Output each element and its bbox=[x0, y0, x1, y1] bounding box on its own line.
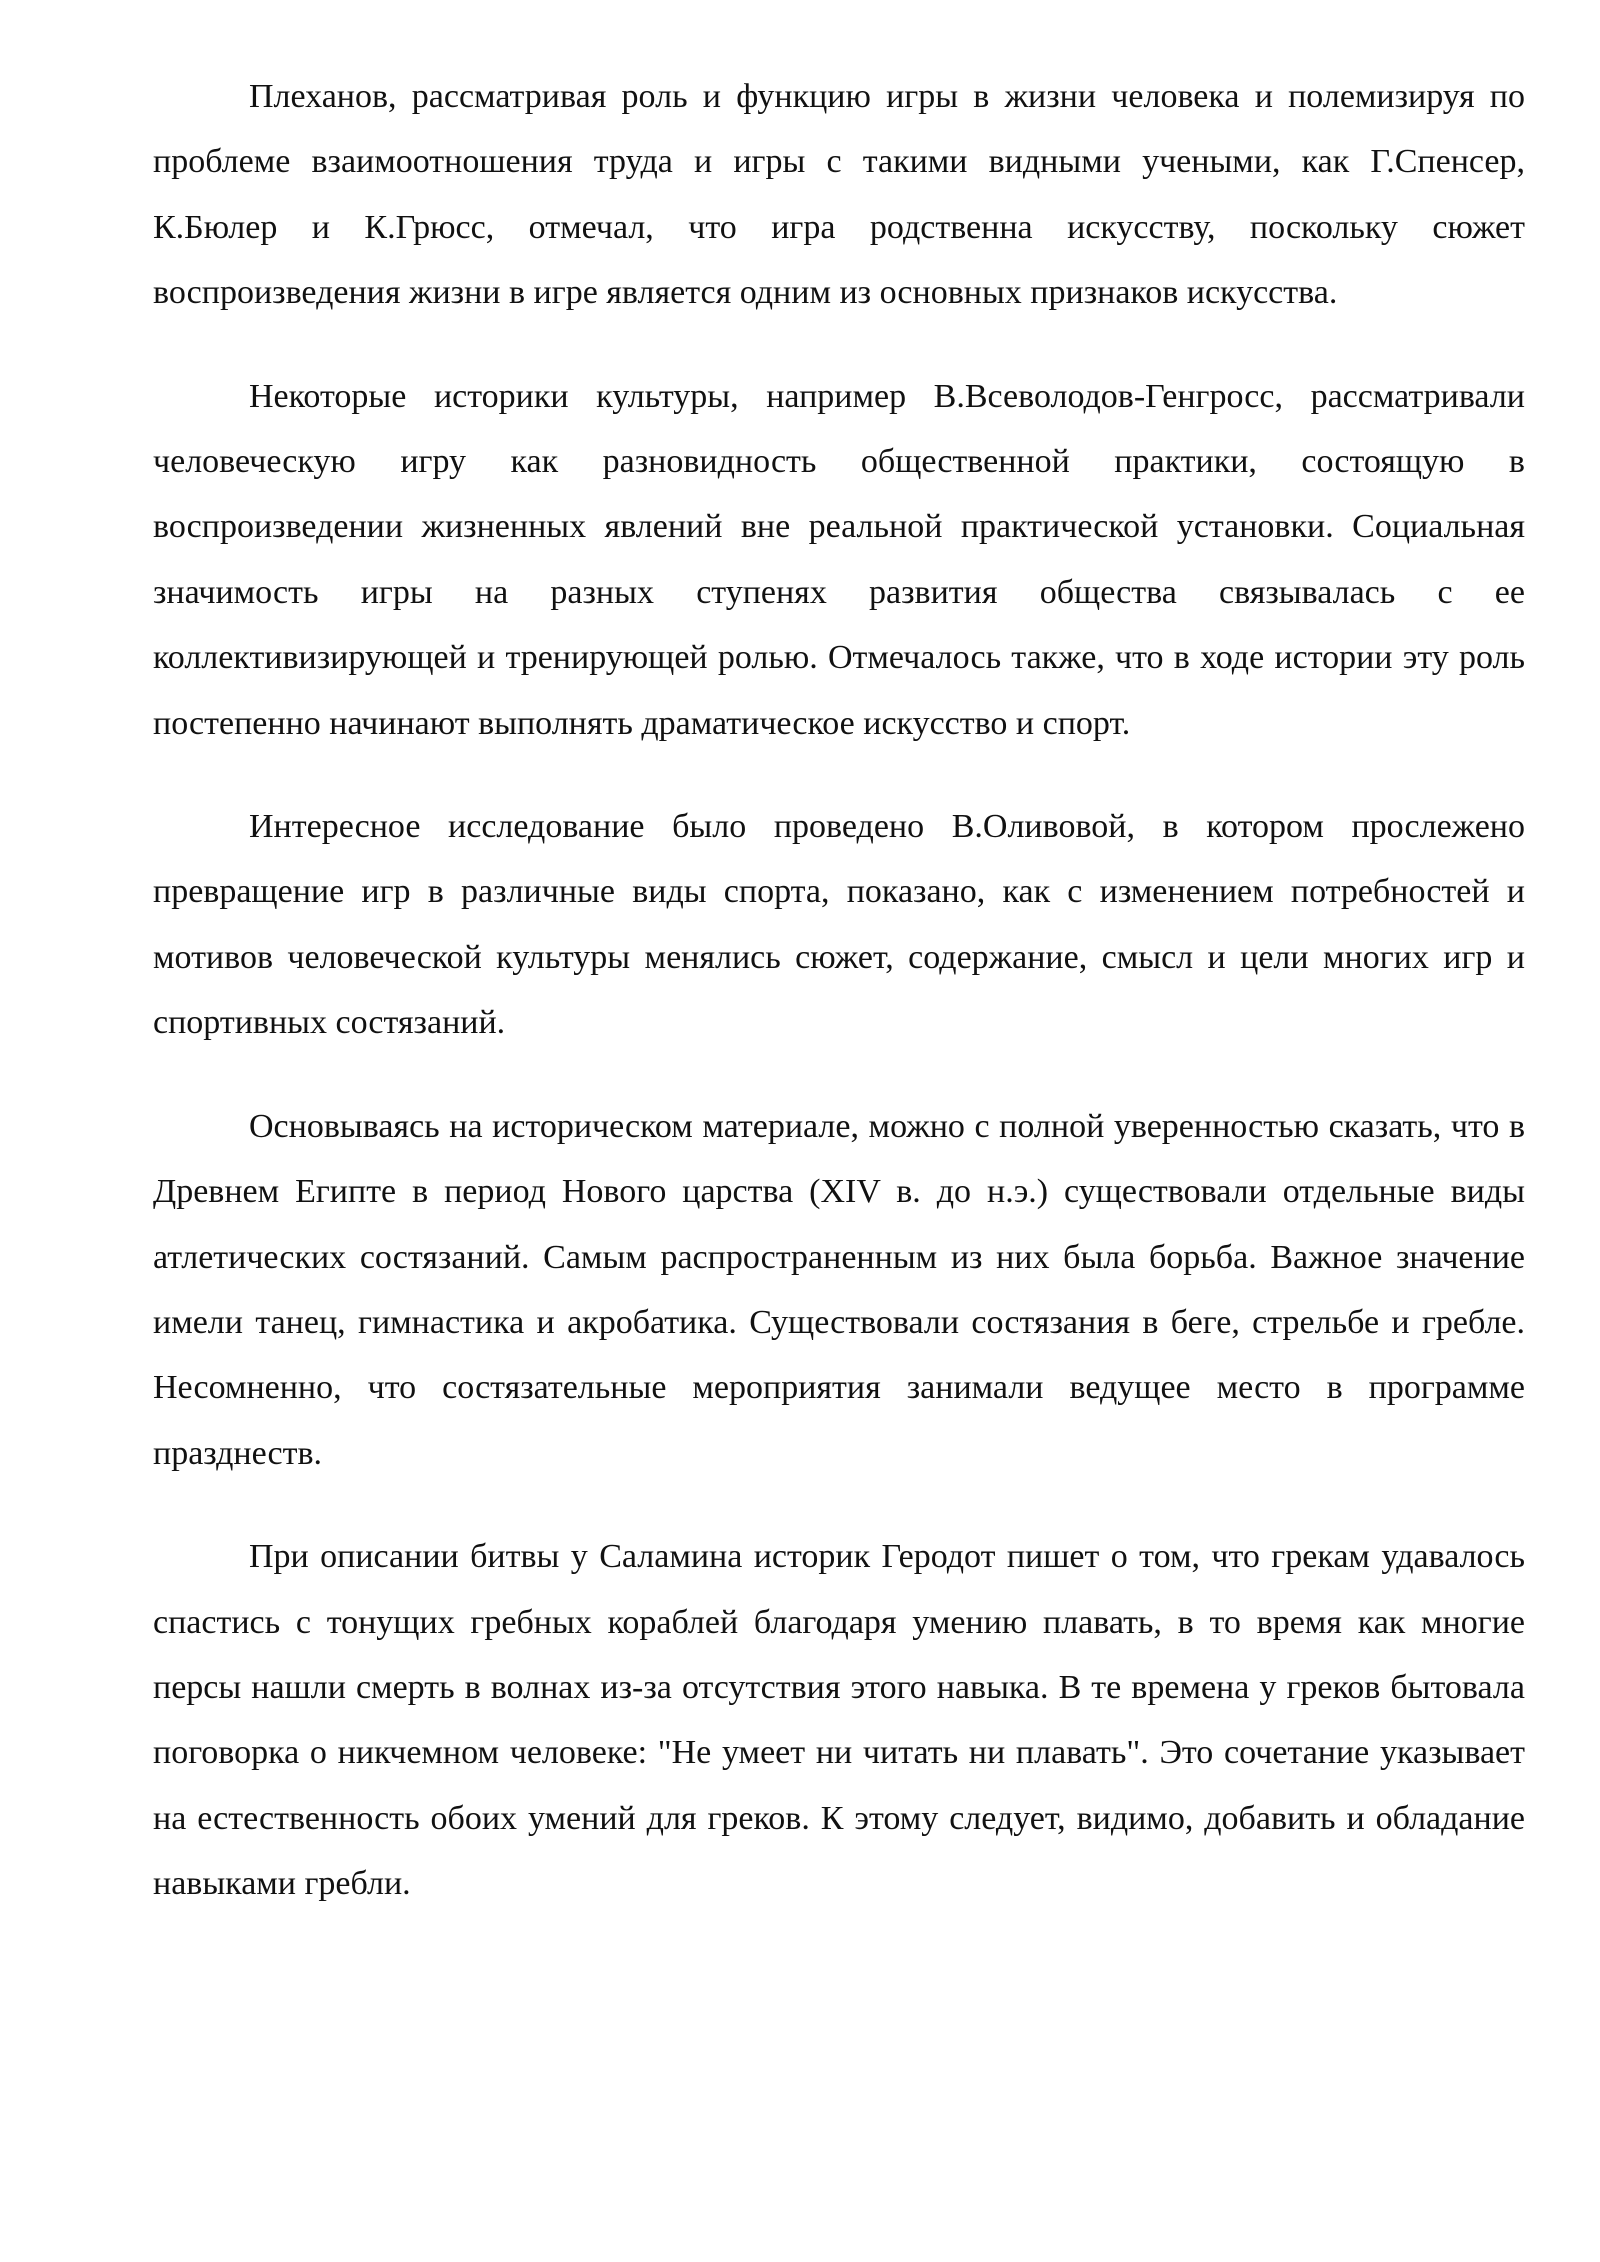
paragraph-ancient-egypt: Основываясь на историческом материале, можно с полной уверенностью сказать, что в Древнем Египте в период Нового царства (XIV в. до н.э.) существовали отдельные виды атлетических состязаний. Самым распространенным из них была борьба. Важное значение имели танец, гимнастика и акробатика. Существовали состязания в беге, стрельбе и гребле. Несомненно, что состязательные мероприятия занимали ведущее место в программе празднеств. bbox=[153, 1107, 1525, 1472]
paragraph-culture-historians: Некоторые историки культуры, например В.Всеволодов-Генгросс, рассматривали человеческую игру как разновидность общественной практики, состоящую в воспроизведении жизненных явлений вне реальной практической установки. Социальная значимость игры на разных ступенях развития общества связывалась с ее коллективизирующей и тренирующей ролью. Отмечалось также, что в ходе истории эту роль постепенно начинают выполнять драматическое искусство и спорт. bbox=[153, 377, 1525, 742]
paragraph-olivova-study: Интересное исследование было проведено В.Оливовой, в котором прослежено превращение игр в различные виды спорта, показано, как с изменением потребностей и мотивов человеческой культуры менялись сюжет, содержание, смысл и цели многих игр и спортивных состязаний. bbox=[153, 808, 1525, 1042]
paragraph-herodotus-salamis: При описании битвы у Саламина историк Геродот пишет о том, что грекам удавалось спастись с тонущих гребных кораблей благодаря умению плавать, в то время как многие персы нашли смерть в волнах из-за отсутствия этого навыка. В те времена у греков бытовала поговорка о никчемном человеке: "Не умеет ни читать ни плавать". Это сочетание указывает на естественность обоих умений для греков. К этому следует, видимо, добавить и обладание навыками гребли. bbox=[153, 1538, 1525, 1903]
document-body bbox=[153, 64, 1525, 1955]
paragraph-plekhanov: Плеханов, рассматривая роль и функцию игры в жизни человека и полемизируя по проблеме взаимоотношения труда и игры с такими видными учеными, как Г.Спенсер, К.Бюлер и К.Грюсс, отмечал, что игра родственна искусству, поскольку сюжет воспроизведения жизни в игре является одним из основных признаков искусства. bbox=[153, 78, 1525, 312]
